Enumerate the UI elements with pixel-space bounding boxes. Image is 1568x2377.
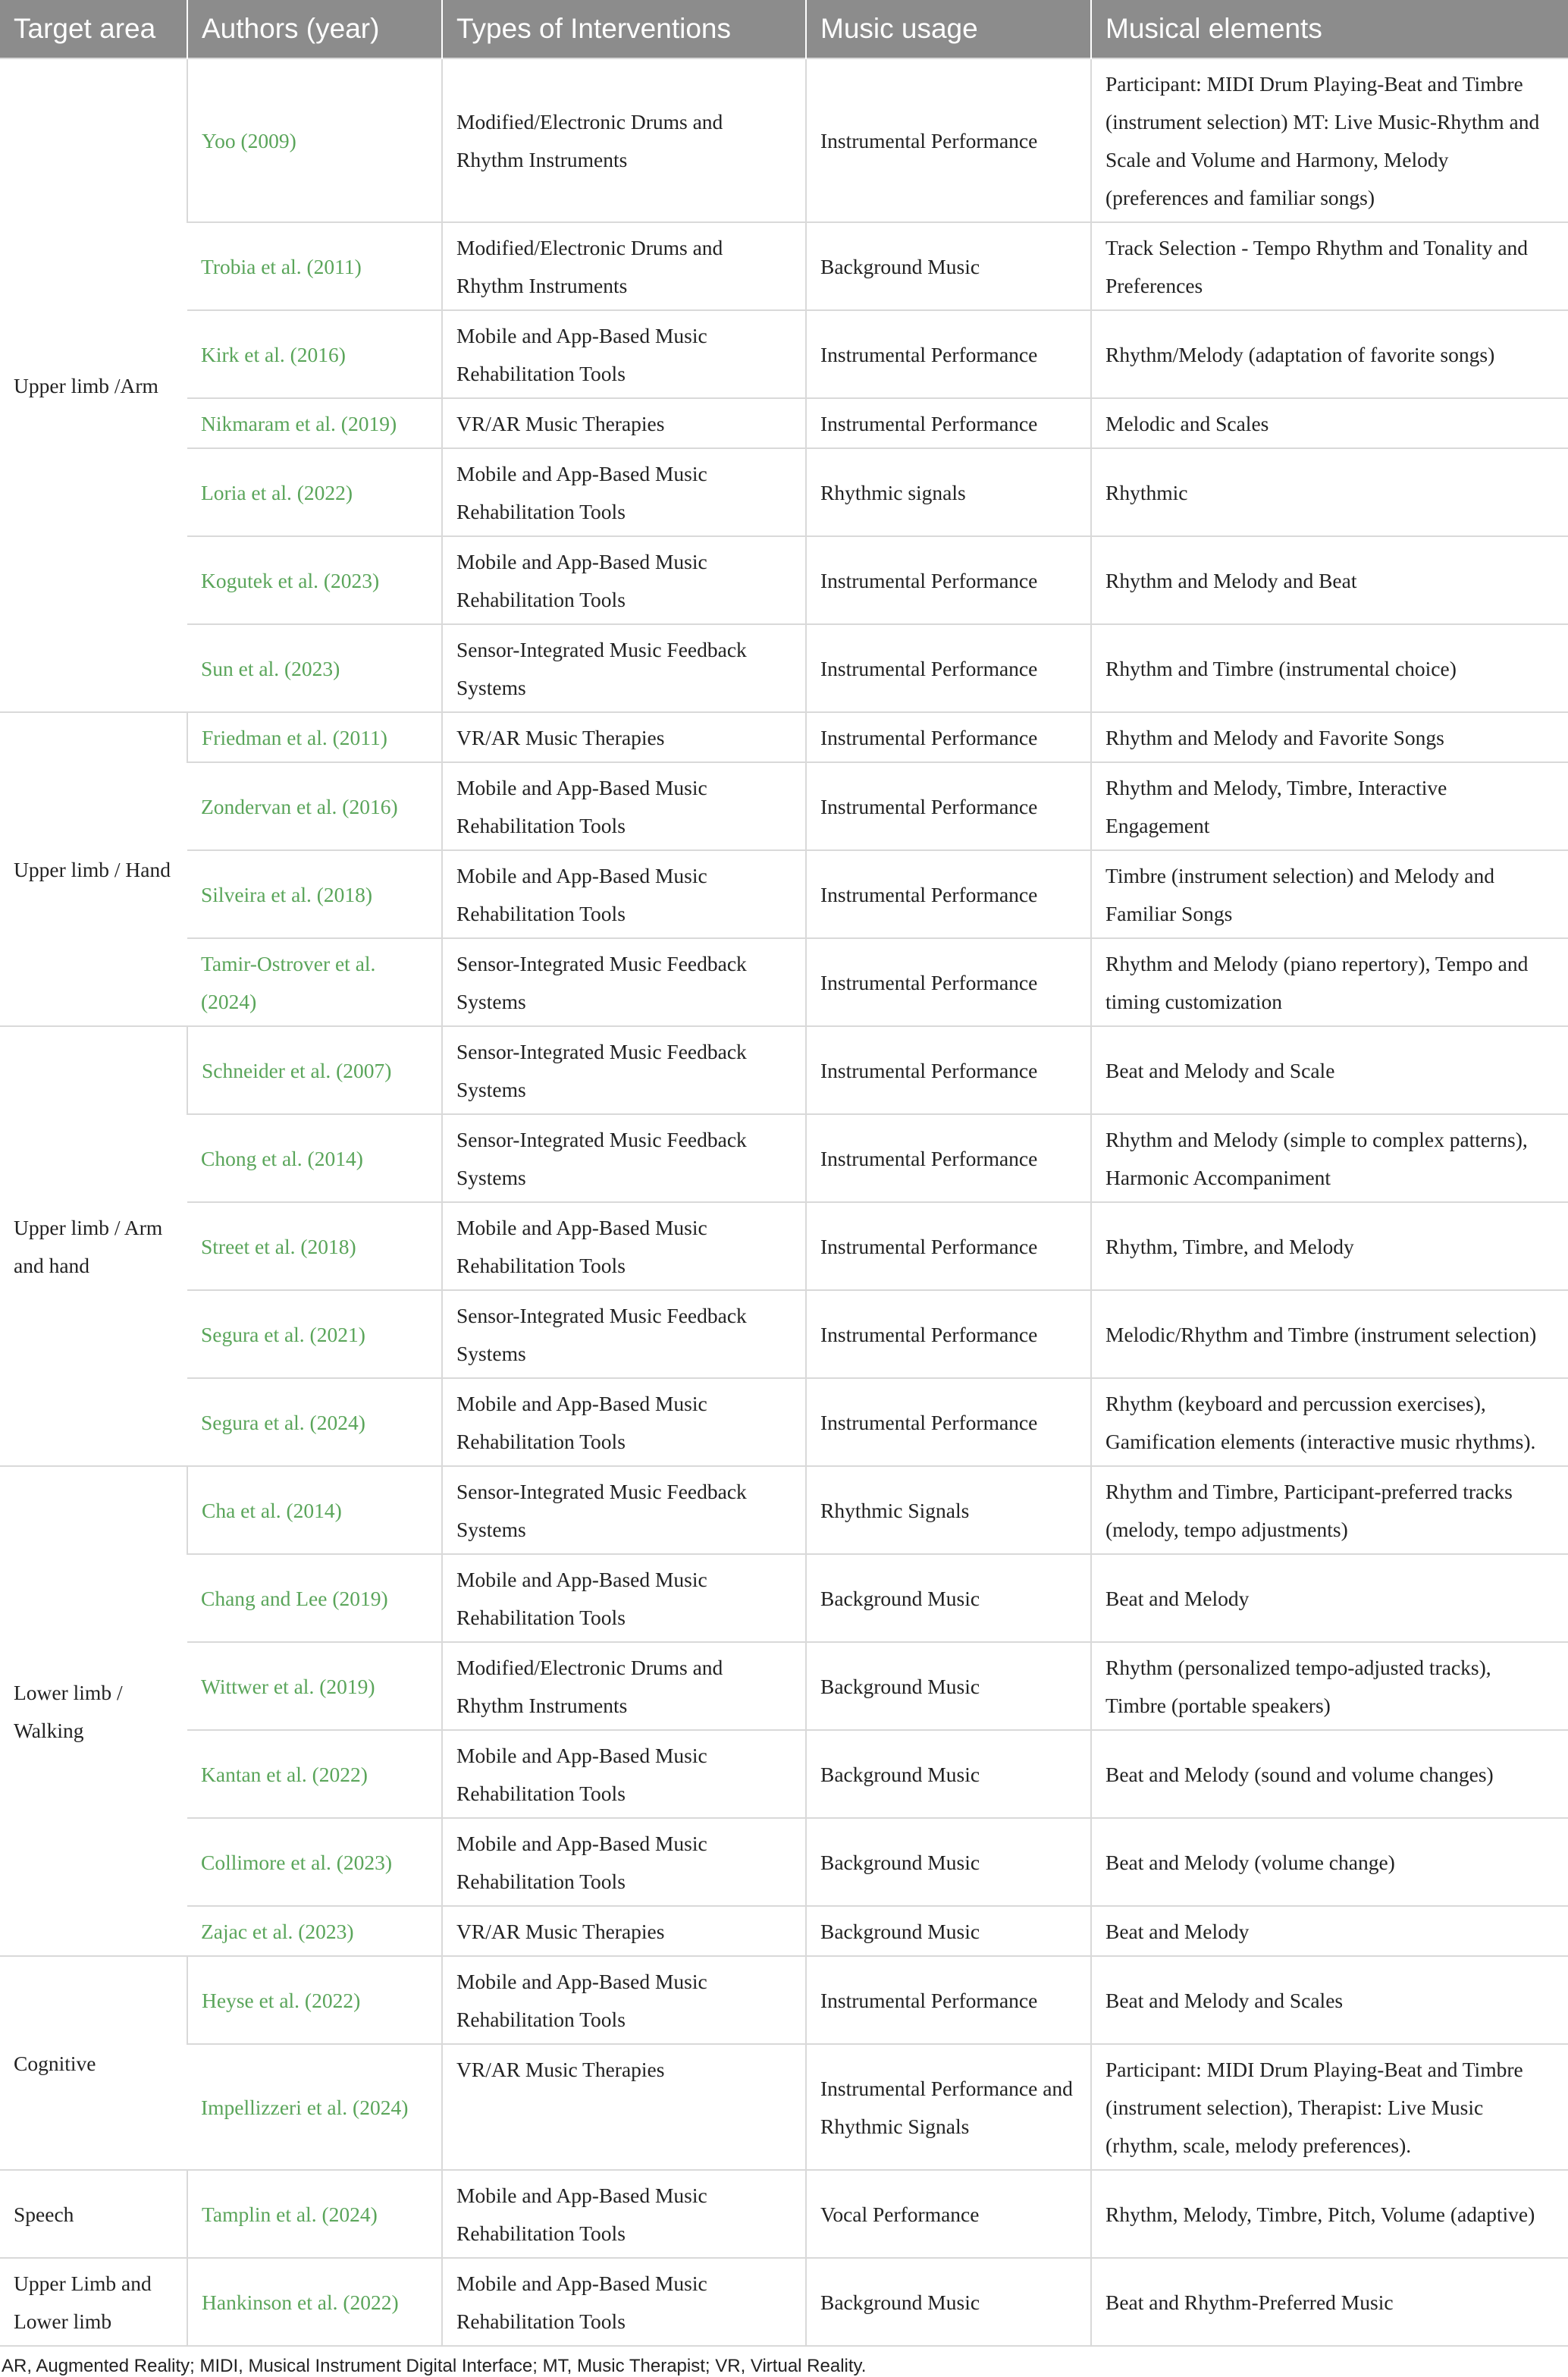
author-cell: Kantan et al. (2022) bbox=[187, 1730, 442, 1818]
table-header bbox=[0, 0, 1568, 58]
intervention-cell: Modified/Electronic Drums and Rhythm Instruments bbox=[442, 222, 806, 310]
table-row bbox=[0, 2170, 1568, 2258]
table-row bbox=[0, 1378, 1568, 1466]
music-usage-cell: Instrumental Performance bbox=[806, 1956, 1091, 2044]
target-area-cell: Speech bbox=[0, 2170, 187, 2258]
music-usage-cell: Instrumental Performance bbox=[806, 850, 1091, 938]
table-row bbox=[0, 850, 1568, 938]
table-row bbox=[0, 1202, 1568, 1290]
musical-elements-cell: Timbre (instrument selection) and Melody and Familiar Songs bbox=[1091, 850, 1568, 938]
intervention-cell: Mobile and App-Based Music Rehabilitation Tools bbox=[442, 2258, 806, 2346]
intervention-cell: Mobile and App-Based Music Rehabilitation Tools bbox=[442, 448, 806, 536]
music-usage-cell: Background Music bbox=[806, 222, 1091, 310]
table-row bbox=[0, 536, 1568, 624]
music-usage-cell: Instrumental Performance bbox=[806, 1290, 1091, 1378]
table-row bbox=[0, 398, 1568, 448]
table-row bbox=[0, 624, 1568, 712]
musical-elements-cell: Rhythm and Melody, Timbre, Interactive Engagement bbox=[1091, 762, 1568, 850]
author-cell: Zajac et al. (2023) bbox=[187, 1906, 442, 1956]
author-cell: Zondervan et al. (2016) bbox=[187, 762, 442, 850]
intervention-cell: Sensor-Integrated Music Feedback Systems bbox=[442, 1026, 806, 1114]
target-area-cell: Upper limb / Arm and hand bbox=[0, 1026, 187, 1466]
intervention-cell: Mobile and App-Based Music Rehabilitation Tools bbox=[442, 1378, 806, 1466]
table-row bbox=[0, 762, 1568, 850]
table-footnote: AR, Augmented Reality; MIDI, Musical Instrument Digital Interface; MT, Music Therapist; VR, Virtual Reality. bbox=[2, 2356, 867, 2376]
author-cell: Chong et al. (2014) bbox=[187, 1114, 442, 1202]
author-cell: Impellizzeri et al. (2024) bbox=[187, 2044, 442, 2170]
table-row bbox=[0, 938, 1568, 1026]
table-row bbox=[0, 448, 1568, 536]
music-usage-cell: Instrumental Performance bbox=[806, 1026, 1091, 1114]
music-usage-cell: Background Music bbox=[806, 1554, 1091, 1642]
intervention-cell: Modified/Electronic Drums and Rhythm Instruments bbox=[442, 58, 806, 222]
author-cell: Segura et al. (2024) bbox=[187, 1378, 442, 1466]
music-usage-cell: Instrumental Performance bbox=[806, 1114, 1091, 1202]
intervention-cell: Sensor-Integrated Music Feedback Systems bbox=[442, 624, 806, 712]
author-cell: Friedman et al. (2011) bbox=[187, 712, 442, 762]
music-usage-cell: Instrumental Performance bbox=[806, 536, 1091, 624]
table-row bbox=[0, 1730, 1568, 1818]
musical-elements-cell: Beat and Melody and Scales bbox=[1091, 1956, 1568, 2044]
table-row bbox=[0, 1906, 1568, 1956]
header-authors-year: Authors (year) bbox=[187, 0, 442, 58]
musical-elements-cell: Beat and Melody bbox=[1091, 1906, 1568, 1956]
intervention-cell: Mobile and App-Based Music Rehabilitation Tools bbox=[442, 1554, 806, 1642]
intervention-cell: Mobile and App-Based Music Rehabilitation Tools bbox=[442, 536, 806, 624]
author-cell: Segura et al. (2021) bbox=[187, 1290, 442, 1378]
musical-elements-cell: Rhythm and Timbre (instrumental choice) bbox=[1091, 624, 1568, 712]
table-row bbox=[0, 1818, 1568, 1906]
table-row bbox=[0, 1466, 1568, 1554]
author-cell: Yoo (2009) bbox=[187, 58, 442, 222]
header-musical-elements: Musical elements bbox=[1091, 0, 1568, 58]
author-cell: Tamplin et al. (2024) bbox=[187, 2170, 442, 2258]
musical-elements-cell: Rhythm and Timbre, Participant-preferred tracks (melody, tempo adjustments) bbox=[1091, 1466, 1568, 1554]
author-cell: Heyse et al. (2022) bbox=[187, 1956, 442, 2044]
musical-elements-cell: Beat and Melody (sound and volume changes) bbox=[1091, 1730, 1568, 1818]
intervention-cell: Mobile and App-Based Music Rehabilitation Tools bbox=[442, 762, 806, 850]
table-row bbox=[0, 2258, 1568, 2346]
author-cell: Silveira et al. (2018) bbox=[187, 850, 442, 938]
intervention-cell: Sensor-Integrated Music Feedback Systems bbox=[442, 1466, 806, 1554]
table-row bbox=[0, 58, 1568, 222]
intervention-cell: Sensor-Integrated Music Feedback Systems bbox=[442, 1290, 806, 1378]
musical-elements-cell: Track Selection - Tempo Rhythm and Tonality and Preferences bbox=[1091, 222, 1568, 310]
musical-elements-cell: Beat and Melody bbox=[1091, 1554, 1568, 1642]
musical-elements-cell: Rhythm, Timbre, and Melody bbox=[1091, 1202, 1568, 1290]
musical-elements-cell: Rhythmic bbox=[1091, 448, 1568, 536]
author-cell: Nikmaram et al. (2019) bbox=[187, 398, 442, 448]
target-area-cell: Upper limb /Arm bbox=[0, 58, 187, 712]
music-usage-cell: Background Music bbox=[806, 1642, 1091, 1730]
musical-elements-cell: Melodic and Scales bbox=[1091, 398, 1568, 448]
music-usage-cell: Instrumental Performance bbox=[806, 712, 1091, 762]
author-cell: Hankinson et al. (2022) bbox=[187, 2258, 442, 2346]
author-cell: Loria et al. (2022) bbox=[187, 448, 442, 536]
intervention-cell: Sensor-Integrated Music Feedback Systems bbox=[442, 938, 806, 1026]
header-target-area: Target area bbox=[0, 0, 187, 58]
table-row bbox=[0, 712, 1568, 762]
musical-elements-cell: Beat and Rhythm-Preferred Music bbox=[1091, 2258, 1568, 2346]
musical-elements-cell: Rhythm (keyboard and percussion exercises), Gamification elements (interactive music rhythms). bbox=[1091, 1378, 1568, 1466]
table-row bbox=[0, 1554, 1568, 1642]
musical-elements-cell: Melodic/Rhythm and Timbre (instrument selection) bbox=[1091, 1290, 1568, 1378]
musical-elements-cell: Participant: MIDI Drum Playing-Beat and Timbre (instrument selection) MT: Live Music-Rhythm and Scale and Volume and Harmony, Melody (preferences and familiar songs) bbox=[1091, 58, 1568, 222]
author-cell: Trobia et al. (2011) bbox=[187, 222, 442, 310]
intervention-cell: VR/AR Music Therapies bbox=[442, 712, 806, 762]
table-row bbox=[0, 222, 1568, 310]
table-row bbox=[0, 1290, 1568, 1378]
intervention-cell: Mobile and App-Based Music Rehabilitation Tools bbox=[442, 1202, 806, 1290]
music-usage-cell: Background Music bbox=[806, 1818, 1091, 1906]
musical-elements-cell: Participant: MIDI Drum Playing-Beat and Timbre (instrument selection), Therapist: Live Music (rhythm, scale, melody preferences). bbox=[1091, 2044, 1568, 2170]
intervention-cell: Sensor-Integrated Music Feedback Systems bbox=[442, 1114, 806, 1202]
target-area-cell: Lower limb / Walking bbox=[0, 1466, 187, 1956]
musical-elements-cell: Beat and Melody and Scale bbox=[1091, 1026, 1568, 1114]
music-usage-cell: Rhythmic signals bbox=[806, 448, 1091, 536]
author-cell: Street et al. (2018) bbox=[187, 1202, 442, 1290]
table-body bbox=[0, 58, 1568, 2346]
musical-elements-cell: Rhythm and Melody (simple to complex patterns), Harmonic Accompaniment bbox=[1091, 1114, 1568, 1202]
music-usage-cell: Background Music bbox=[806, 1906, 1091, 1956]
intervention-cell: Mobile and App-Based Music Rehabilitation Tools bbox=[442, 1818, 806, 1906]
music-usage-cell: Instrumental Performance and Rhythmic Signals bbox=[806, 2044, 1091, 2170]
music-usage-cell: Instrumental Performance bbox=[806, 624, 1091, 712]
music-usage-cell: Instrumental Performance bbox=[806, 762, 1091, 850]
intervention-cell: Modified/Electronic Drums and Rhythm Instruments bbox=[442, 1642, 806, 1730]
author-cell: Wittwer et al. (2019) bbox=[187, 1642, 442, 1730]
intervention-cell: VR/AR Music Therapies bbox=[442, 2044, 806, 2170]
music-usage-cell: Instrumental Performance bbox=[806, 1202, 1091, 1290]
author-cell: Tamir-Ostrover et al. (2024) bbox=[187, 938, 442, 1026]
author-cell: Schneider et al. (2007) bbox=[187, 1026, 442, 1114]
intervention-cell: VR/AR Music Therapies bbox=[442, 398, 806, 448]
table-row bbox=[0, 1026, 1568, 1114]
musical-elements-cell: Rhythm and Melody and Beat bbox=[1091, 536, 1568, 624]
intervention-cell: Mobile and App-Based Music Rehabilitation Tools bbox=[442, 2170, 806, 2258]
musical-elements-cell: Rhythm (personalized tempo-adjusted tracks), Timbre (portable speakers) bbox=[1091, 1642, 1568, 1730]
musical-elements-cell: Rhythm and Melody (piano repertory), Tempo and timing customization bbox=[1091, 938, 1568, 1026]
intervention-cell: Mobile and App-Based Music Rehabilitation Tools bbox=[442, 1730, 806, 1818]
musical-elements-cell: Beat and Melody (volume change) bbox=[1091, 1818, 1568, 1906]
table-row bbox=[0, 1114, 1568, 1202]
musical-elements-cell: Rhythm/Melody (adaptation of favorite songs) bbox=[1091, 310, 1568, 398]
music-usage-cell: Instrumental Performance bbox=[806, 1378, 1091, 1466]
header-music-usage: Music usage bbox=[806, 0, 1091, 58]
music-usage-cell: Rhythmic Signals bbox=[806, 1466, 1091, 1554]
music-usage-cell: Background Music bbox=[806, 2258, 1091, 2346]
intervention-cell: VR/AR Music Therapies bbox=[442, 1906, 806, 1956]
author-cell: Cha et al. (2014) bbox=[187, 1466, 442, 1554]
header-row bbox=[0, 0, 1568, 58]
music-usage-cell: Background Music bbox=[806, 1730, 1091, 1818]
music-usage-cell: Vocal Performance bbox=[806, 2170, 1091, 2258]
table-row bbox=[0, 2044, 1568, 2170]
music-usage-cell: Instrumental Performance bbox=[806, 938, 1091, 1026]
target-area-cell: Cognitive bbox=[0, 1956, 187, 2170]
music-usage-cell: Instrumental Performance bbox=[806, 398, 1091, 448]
intervention-cell: Mobile and App-Based Music Rehabilitation Tools bbox=[442, 310, 806, 398]
music-usage-cell: Instrumental Performance bbox=[806, 310, 1091, 398]
intervention-cell: Mobile and App-Based Music Rehabilitation Tools bbox=[442, 850, 806, 938]
musical-elements-cell: Rhythm, Melody, Timbre, Pitch, Volume (adaptive) bbox=[1091, 2170, 1568, 2258]
intervention-cell: Mobile and App-Based Music Rehabilitation Tools bbox=[442, 1956, 806, 2044]
author-cell: Sun et al. (2023) bbox=[187, 624, 442, 712]
author-cell: Chang and Lee (2019) bbox=[187, 1554, 442, 1642]
target-area-cell: Upper Limb and Lower limb bbox=[0, 2258, 187, 2346]
musical-elements-cell: Rhythm and Melody and Favorite Songs bbox=[1091, 712, 1568, 762]
author-cell: Kirk et al. (2016) bbox=[187, 310, 442, 398]
table-row bbox=[0, 1642, 1568, 1730]
table-row bbox=[0, 310, 1568, 398]
target-area-cell: Upper limb / Hand bbox=[0, 712, 187, 1026]
header-types-of-interventions: Types of Interventions bbox=[442, 0, 806, 58]
music-usage-cell: Instrumental Performance bbox=[806, 58, 1091, 222]
author-cell: Collimore et al. (2023) bbox=[187, 1818, 442, 1906]
table-row bbox=[0, 1956, 1568, 2044]
author-cell: Kogutek et al. (2023) bbox=[187, 536, 442, 624]
